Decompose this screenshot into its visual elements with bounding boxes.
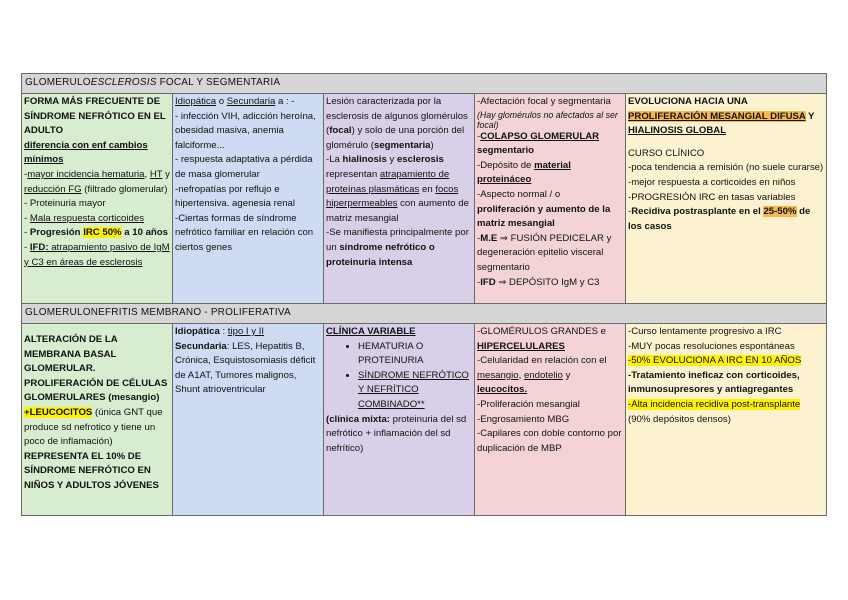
etiology-cell: Idiopática : tipo I y II Secundaria: LES, Hepatitis B, Crónica, Esquistosomiasis déficit de A1AT, Tumores malignos, Shunt atrioventricular — [173, 324, 324, 516]
cell-heading: FORMA MÁS FRECUENTE DE SÍNDROME NEFRÓTICO EN EL ADULTO — [24, 96, 166, 137]
clinical-bullet-list — [326, 340, 472, 413]
histology-cell: -GLOMÉRULOS GRANDES e HIPERCELULARES -Celularidad en relación con el mesangio, endotelio y leucocitos. -Proliferación mesangial -Engrosamiento MBG -Capilares con doble contorno por duplicación de MBP — [475, 324, 626, 516]
section-content-row — [22, 324, 827, 516]
section-title-gefs: GLOMERULOESCLEROSIS FOCAL Y SEGMENTARIA — [22, 74, 827, 94]
section-header-row — [22, 304, 827, 324]
list-item: • SÍNDROME NEFRÓTICO Y NEFRÍTICO COMBINADO** — [358, 369, 472, 413]
clinical-cell: CLÍNICA VARIABLE • HEMATURIA O PROTEINURIA • SÍNDROME NEFRÓTICO Y NEFRÍTICO COMBINADO** (clínica mixta: proteinuria del sd nefrótico + inflamación del sd nefrítico) — [324, 324, 475, 516]
histology-cell: -Afectación focal y segmentaria (Hay glomérulos no afectados al ser focal) -COLAPSO GLOMERULAR segmentario -Depósito de material proteináceo -Aspecto normal / o proliferación y aumento de la matriz mesangial -M.E ⇒ FUSIÓN PEDICELAR y degeneración epitelio visceral segmentario -IFD ⇒ DEPÓSITO IgM y C3 — [475, 94, 626, 304]
evolution-cell: -Curso lentamente progresivo a IRC -MUY pocas resoluciones espontáneas -50% EVOLUCIONA A IRC EN 10 AÑOS -Tratamiento ineficaz con corticoides, inmunosupresores y antiagregantes -Alta incidencia recidiva post-transplante (90% depósitos densos) — [626, 324, 827, 516]
etiology-cell: Idiopática o Secundaria a : - - infección VIH, adicción heroína, obesidad masiva, anemia falciforme... - respuesta adaptativa a pérdida de masa glomerular -nefropatías por reflujo e hipertensiva. agenesia renal -Ciertas formas de síndrome nefrótico familiar en relación con ciertos genes — [173, 94, 324, 304]
pathogenesis-cell: Lesión caracterizada por la esclerosis de algunos glomérulos (focal) y solo de una porción del glomérulo (segmentaria) -La hialinosis y esclerosis representan atrapamiento de proteínas plasmáticas en focos hiperpermeables con aumento de matriz mesangial -Se manifiesta principalmente por un síndrome nefrótico o proteinuria intensa — [324, 94, 475, 304]
glomerulopathy-table — [21, 73, 827, 516]
section-content-row — [22, 94, 827, 304]
section-title-gnmp: GLOMERULONEFRITIS MEMBRANO - PROLIFERATIVA — [22, 304, 827, 324]
section-header-row — [22, 74, 827, 94]
epidemiology-cell: FORMA MÁS FRECUENTE DE SÍNDROME NEFRÓTICO EN EL ADULTO diferencia con enf cambios mínimos -mayor incidencia hematuria, HT y reducción FG (filtrado glomerular) - Proteinuria mayor - Mala respuesta corticoides - Progresión IRC 50% a 10 años - IFD: atrapamiento pasivo de IgM y C3 en áreas de esclerosis — [22, 94, 173, 304]
epidemiology-cell: ALTERACIÓN DE LA MEMBRANA BASAL GLOMERULAR. PROLIFERACIÓN DE CÉLULAS GLOMERULARES (mesangio) +LEUCOCITOS (única GNT que produce sd nefrotico y tiene un poco de inflamación) REPRESENTA EL 10% DE SÍNDROME NEFRÓTICO EN NIÑOS Y ADULTOS JÓVENES — [22, 324, 173, 516]
evolution-cell: EVOLUCIONA HACIA UNA PROLIFERACIÓN MESANGIAL DIFUSA Y HIALINOSIS GLOBAL CURSO CLÍNICO -poca tendencia a remisión (no suele curarse) -mejor respuesta a corticoides en niños -PROGRESIÓN IRC en tasas variables -Recidiva postrasplante en el 25-50% de los casos — [626, 94, 827, 304]
list-item: • HEMATURIA O PROTEINURIA — [358, 340, 472, 369]
